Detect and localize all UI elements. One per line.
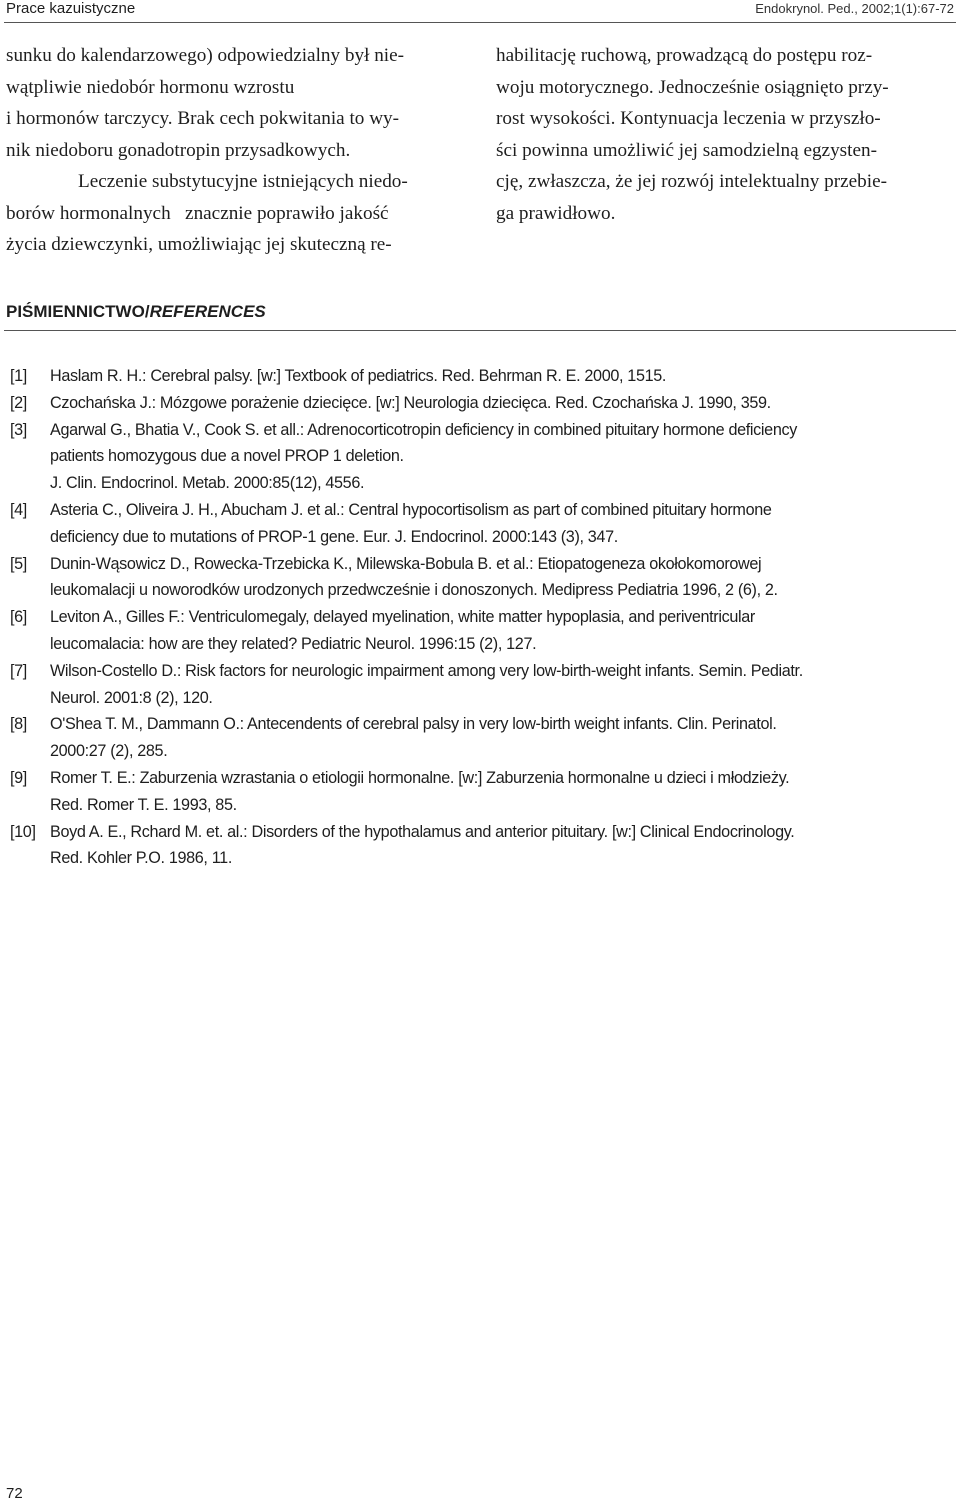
reference-item (0, 363, 956, 390)
reference-text (50, 497, 956, 551)
reference-line: Wilson-Costello D.: Risk factors for neurologic impairment among very low-birth-weight infants. Semin. Pediatr. (50, 661, 803, 680)
body-line: i hormonów tarczycy. Brak cech pokwitania to wy- (6, 108, 400, 129)
reference-line: Asteria C., Oliveira J. H., Abucham J. et al.: Central hypocortisolism as part of combined pituitary hormone (50, 500, 772, 519)
reference-text (50, 363, 956, 390)
reference-item (0, 390, 956, 417)
body-line: nik niedoboru gonadotropin przysadkowych. (6, 139, 351, 161)
reference-number (0, 604, 50, 658)
body-line: Leczenie substytucyjne istniejących niedo- (78, 171, 408, 192)
reference-item (0, 604, 956, 658)
reference-item (0, 658, 956, 712)
reference-line: Romer T. E.: Zaburzenia wzrastania o etiologii hormonalne. [w:] Zaburzenia hormonalne u dzieci i młodzieży. (50, 768, 790, 787)
reference-number-label: [6] (10, 608, 27, 627)
reference-line: Red. Romer T. E. 1993, 85. (50, 795, 237, 814)
reference-line: Leviton A., Gilles F.: Ventriculomegaly, delayed myelination, white matter hypoplasia, and periventricular (50, 608, 755, 627)
references-heading (6, 300, 266, 324)
reference-line: Haslam R. H.: Cerebral palsy. [w:] Textbook of pediatrics. Red. Behrman R. E. 2000, 1515. (50, 367, 667, 385)
reference-number-label: [9] (10, 768, 27, 787)
reference-line: Red. Kohler P.O. 1986, 11. (50, 849, 232, 868)
body-line: cję, zwłaszcza, że jej rozwój intelektualny przebie- (496, 171, 888, 192)
reference-line: Dunin-Wąsowicz D., Rowecka-Trzebicka K., Milewska-Bobula B. et al.: Etiopatogeneza okołokomorowej (50, 554, 762, 573)
reference-line: leukomalacji u noworodków urodzonych przedwcześnie i donoszonych. Medipress Pediatria 1996, 2 (6), 2. (50, 581, 778, 600)
running-header-section: Prace kazuistyczne (6, 0, 136, 17)
body-line: borów hormonalnych znacznie poprawiło jakość (6, 202, 389, 224)
reference-item (0, 417, 956, 497)
page-number: 72 (6, 1485, 23, 1502)
reference-number (0, 819, 50, 873)
running-header-citation: Endokrynol. Ped., 2002;1(1):67-72 (755, 1, 954, 16)
reference-number (0, 363, 50, 390)
body-line: życia dziewczynki, umożliwiając jej skuteczną re- (6, 234, 392, 255)
reference-line: O'Shea T. M., Dammann O.: Antecendents of cerebral palsy in very low-birth weight infants. Clin. Perinatol. (50, 715, 777, 734)
reference-line: 2000:27 (2), 285. (50, 742, 168, 761)
reference-line: Agarwal G., Bhatia V., Cook S. et all.: Adrenocorticotropin deficiency in combined pituitary hormone deficiency (50, 420, 797, 439)
reference-number (0, 551, 50, 605)
body-line: wątpliwie niedobór hormonu wzrostu (6, 76, 295, 98)
reference-number-label: [8] (10, 715, 27, 734)
reference-line: Czochańska J.: Mózgowe porażenie dziecięce. [w:] Neurologia dziecięca. Red. Czochańska J. 1990, 359. (50, 393, 771, 412)
reference-item (0, 819, 956, 873)
reference-text (50, 551, 956, 605)
reference-text (50, 711, 956, 765)
reference-number (0, 390, 50, 417)
reference-item (0, 497, 956, 551)
reference-number (0, 711, 50, 765)
header-divider (4, 22, 956, 23)
reference-number-label: [10] (10, 822, 36, 841)
reference-line: patients homozygous due a novel PROP 1 deletion. (50, 447, 404, 466)
reference-text (50, 765, 956, 819)
references-divider (4, 330, 956, 331)
reference-number (0, 417, 50, 497)
reference-text (50, 658, 956, 712)
reference-number (0, 765, 50, 819)
reference-number-label: [2] (10, 393, 27, 412)
reference-item (0, 711, 956, 765)
reference-number-label: [5] (10, 554, 27, 573)
reference-number-label: [1] (10, 367, 27, 385)
reference-number (0, 497, 50, 551)
body-line: woju motorycznego. Jednocześnie osiągnięto przy- (496, 76, 889, 98)
body-column-left (6, 40, 469, 261)
references-list (0, 363, 956, 872)
reference-number-label: [7] (10, 661, 27, 680)
reference-line: deficiency due to mutations of PROP-1 gene. Eur. J. Endocrinol. 2000:143 (3), 347. (50, 527, 618, 546)
body-column-right (496, 40, 956, 229)
reference-text (50, 604, 956, 658)
reference-number-label: [3] (10, 420, 27, 439)
references-heading-english: REFERENCES (149, 302, 266, 321)
reference-line: Boyd A. E., Rchard M. et. al.: Disorders of the hypothalamus and anterior pituitary. [w:] Clinical Endocrinology. (50, 822, 795, 841)
reference-text (50, 819, 956, 873)
body-line: habilitację ruchową, prowadzącą do postępu roz- (496, 45, 873, 66)
reference-item (0, 551, 956, 605)
reference-number-label: [4] (10, 500, 27, 519)
reference-line: J. Clin. Endocrinol. Metab. 2000:85(12), 4556. (50, 474, 365, 493)
body-line: ści powinna umożliwić jej samodzielną egzysten- (496, 139, 877, 161)
body-line: sunku do kalendarzowego) odpowiedzialny był nie- (6, 45, 405, 66)
references-heading-main: PIŚMIENNICTWO/ (6, 302, 150, 321)
reference-item (0, 765, 956, 819)
reference-number (0, 658, 50, 712)
reference-line: Neurol. 2001:8 (2), 120. (50, 688, 213, 707)
reference-line: leucomalacia: how are they related? Pediatric Neurol. 1996:15 (2), 127. (50, 634, 537, 653)
body-line: rost wysokości. Kontynuacja leczenia w przyszło- (496, 108, 881, 129)
body-line: ga prawidłowo. (496, 202, 616, 224)
reference-text (50, 417, 956, 497)
reference-text (50, 390, 956, 417)
